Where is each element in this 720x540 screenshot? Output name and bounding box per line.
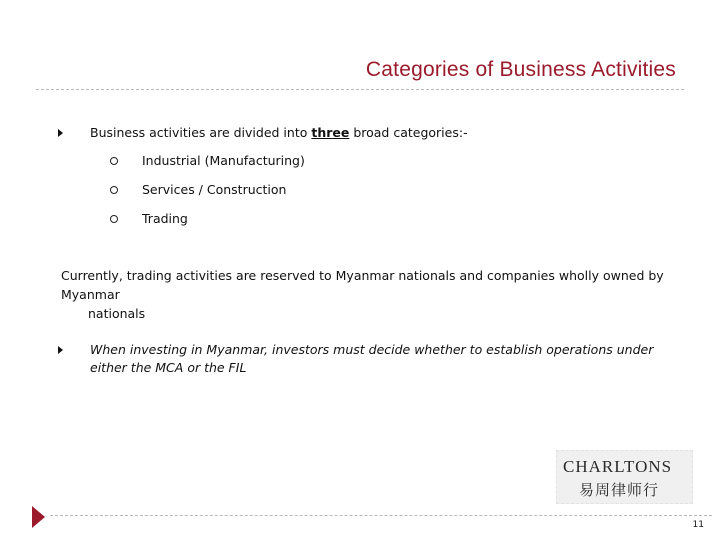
ring-bullet-icon [110,215,118,223]
page-title: Categories of Business Activities [365,58,676,81]
page-number: 11 [692,520,704,530]
category-label: Services / Construction [142,182,287,197]
next-arrow-icon[interactable] [32,506,45,528]
logo-name: CHARLTONS [563,457,673,476]
investment-note-text: When investing in Myanmar, investors must decide whether to establish operations under either the MCA or the FIL [90,342,654,375]
intro-text-before: Business activities are divided into [90,125,312,140]
triangle-bullet-icon [58,346,63,354]
trading-paragraph-line1: Currently, trading activities are reserved to Myanmar nationals and companies wholly owned by Myanmar [61,268,664,302]
trading-paragraph [61,266,691,323]
bullet-intro-text [90,124,468,142]
category-label: Trading [142,211,188,226]
triangle-bullet-icon [58,129,63,137]
ring-bullet-icon [110,157,118,165]
logo-cjk-name: 易周律师行 [579,481,660,499]
title-divider [36,89,684,90]
intro-text-after: broad categories:- [349,125,468,140]
footer-divider [50,515,712,516]
category-label: Industrial (Manufacturing) [142,153,305,168]
charltons-logo [556,450,693,504]
ring-bullet-icon [110,186,118,194]
intro-emphasis: three [311,125,350,140]
trading-paragraph-line2: nationals [88,306,146,321]
